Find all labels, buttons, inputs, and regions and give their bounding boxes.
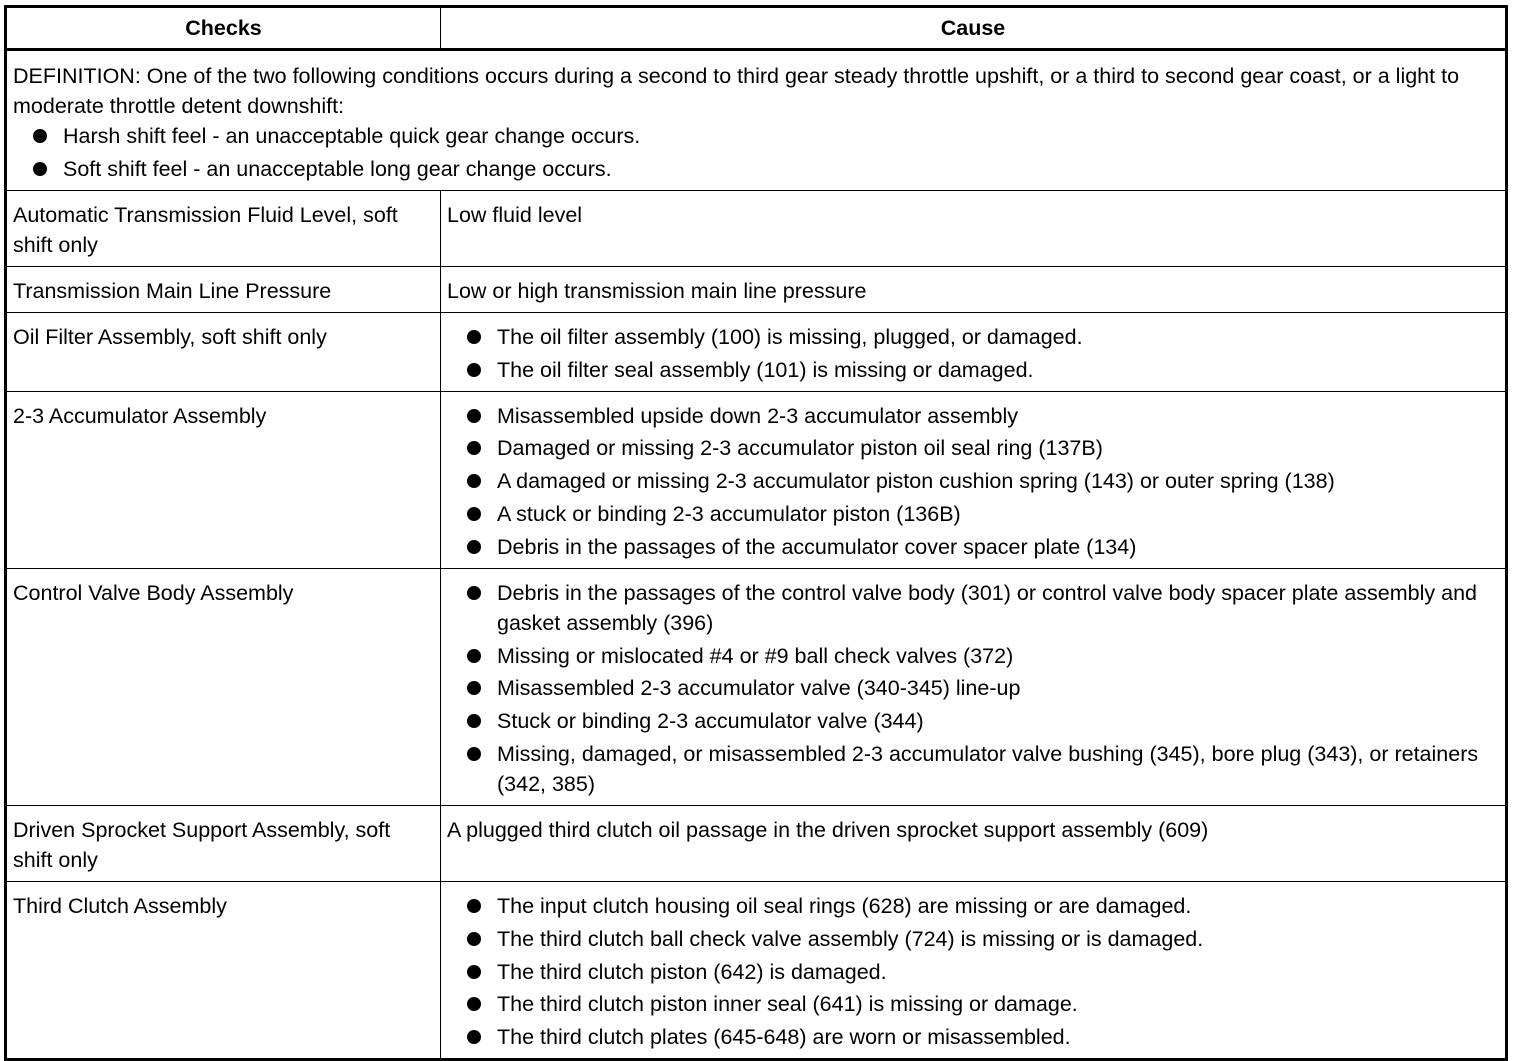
list-item: Misassembled upside down 2-3 accumulator assembly [447,401,1499,431]
cause-cell: Low or high transmission main line pressure [441,266,1507,312]
list-item: Debris in the passages of the control valve body (301) or control valve body spacer plate assembly and gasket assembly (396) [447,578,1499,638]
list-item: The third clutch piston (642) is damaged. [447,957,1499,987]
definition-row [6,50,1507,191]
definition-cell [6,50,1507,191]
table-row [6,568,1507,805]
check-cell: Oil Filter Assembly, soft shift only [6,312,441,391]
definition-bullets [13,121,1499,184]
list-item: The third clutch piston inner seal (641) is missing or damage. [447,989,1499,1019]
cause-cell [441,568,1507,805]
cause-bullets [447,891,1499,1052]
cause-cell: Low fluid level [441,190,1507,266]
list-item: Missing or mislocated #4 or #9 ball check valves (372) [447,641,1499,671]
check-cell: Third Clutch Assembly [6,881,441,1059]
list-item: A stuck or binding 2-3 accumulator piston (136B) [447,499,1499,529]
list-item: Misassembled 2-3 accumulator valve (340-345) line-up [447,673,1499,703]
cause-column-header: Cause [441,7,1507,50]
list-item: The third clutch ball check valve assembly (724) is missing or is damaged. [447,924,1499,954]
cause-bullets [447,322,1499,385]
checks-column-header: Checks [6,7,441,50]
table-header-row [6,7,1507,50]
cause-cell [441,312,1507,391]
list-item: The third clutch plates (645-648) are worn or misassembled. [447,1022,1499,1052]
list-item: The input clutch housing oil seal rings (628) are missing or are damaged. [447,891,1499,921]
check-cell: Driven Sprocket Support Assembly, soft shift only [6,805,441,881]
check-cell: Automatic Transmission Fluid Level, soft shift only [6,190,441,266]
diagnostic-table [4,5,1508,1061]
cause-cell: A plugged third clutch oil passage in the driven sprocket support assembly (609) [441,805,1507,881]
table-row [6,190,1507,266]
cause-cell [441,391,1507,568]
definition-bullet-harsh: Harsh shift feel - an unacceptable quick gear change occurs. [13,121,1499,151]
list-item: Missing, damaged, or misassembled 2-3 accumulator valve bushing (345), bore plug (343), or retainers (342, 385) [447,739,1499,799]
table-row [6,312,1507,391]
check-cell: Control Valve Body Assembly [6,568,441,805]
list-item: The oil filter assembly (100) is missing, plugged, or damaged. [447,322,1499,352]
list-item: Damaged or missing 2-3 accumulator piston oil seal ring (137B) [447,433,1499,463]
list-item: Debris in the passages of the accumulator cover spacer plate (134) [447,532,1499,562]
table-row [6,805,1507,881]
definition-bullet-soft: Soft shift feel - an unacceptable long gear change occurs. [13,154,1499,184]
list-item: The oil filter seal assembly (101) is missing or damaged. [447,355,1499,385]
check-cell: 2-3 Accumulator Assembly [6,391,441,568]
table-row [6,881,1507,1059]
table-row [6,391,1507,568]
table-row [6,266,1507,312]
cause-bullets [447,401,1499,562]
cause-cell [441,881,1507,1059]
list-item: A damaged or missing 2-3 accumulator piston cushion spring (143) or outer spring (138) [447,466,1499,496]
cause-bullets [447,578,1499,799]
list-item: Stuck or binding 2-3 accumulator valve (344) [447,706,1499,736]
check-cell: Transmission Main Line Pressure [6,266,441,312]
definition-text: DEFINITION: One of the two following conditions occurs during a second to third gear steady throttle upshift, or a third to second gear coast, or a light to moderate throttle detent downshift: [13,64,1460,118]
